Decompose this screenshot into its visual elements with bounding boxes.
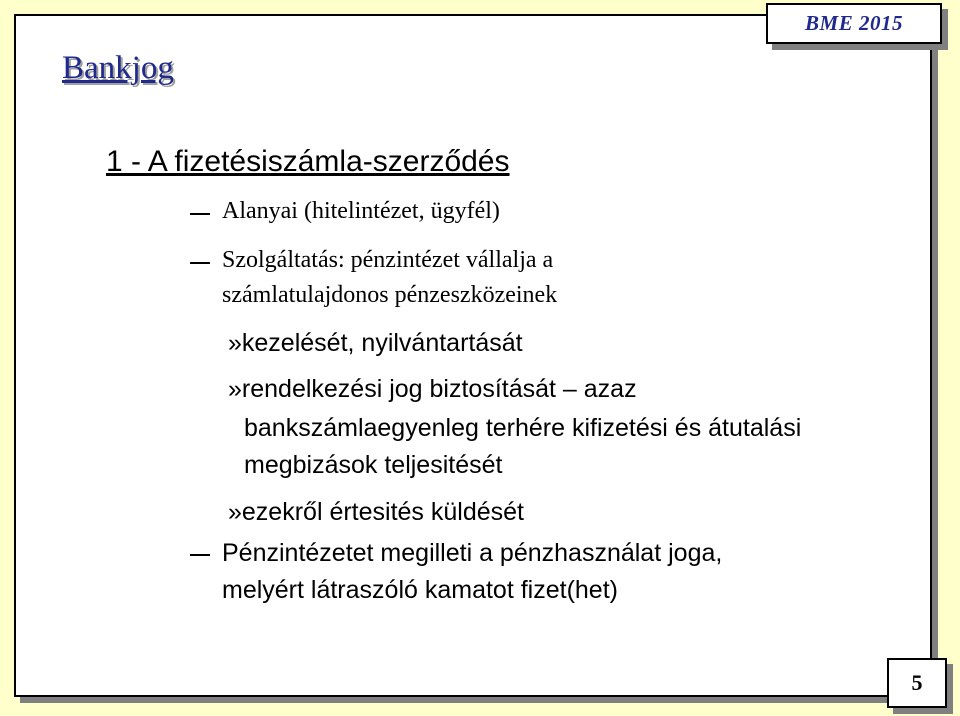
bullet-dash (190, 213, 210, 215)
bullet-2-line-1: Szolgáltatás: pénzintézet vállalja a (222, 247, 554, 273)
slide-title: Bankjog (62, 50, 174, 86)
subbullet-2-line-3: megbizások teljesitését (244, 451, 503, 479)
subbullet-2-line-1: »rendelkezési jog biztosítását – azaz (228, 375, 637, 403)
bullet-3-line-1: Pénzintézetet megilleti a pénzhasználat joga, (222, 539, 723, 567)
header-tag: BME 2015 (766, 3, 942, 44)
bullet-dash (190, 262, 210, 264)
bullet-3-line-2: melyért látraszóló kamatot fizet(het) (222, 576, 618, 604)
bullet-dash (190, 554, 210, 556)
subbullet-3-line-1: »ezekről értesités küldését (228, 498, 524, 526)
page-number: 5 (887, 658, 947, 708)
slide-heading: 1 - A fizetésiszámla-szerződés (106, 145, 510, 178)
subbullet-2-line-2: bankszámlaegyenleg terhére kifizetési és átutalási (244, 414, 802, 442)
bullet-2-line-2: számlatulajdonos pénzeszközeinek (222, 282, 558, 308)
subbullet-1-line-1: »kezelését, nyilvántartását (228, 329, 523, 357)
bullet-1-line-1: Alanyai (hitelintézet, ügyfél) (222, 198, 500, 224)
